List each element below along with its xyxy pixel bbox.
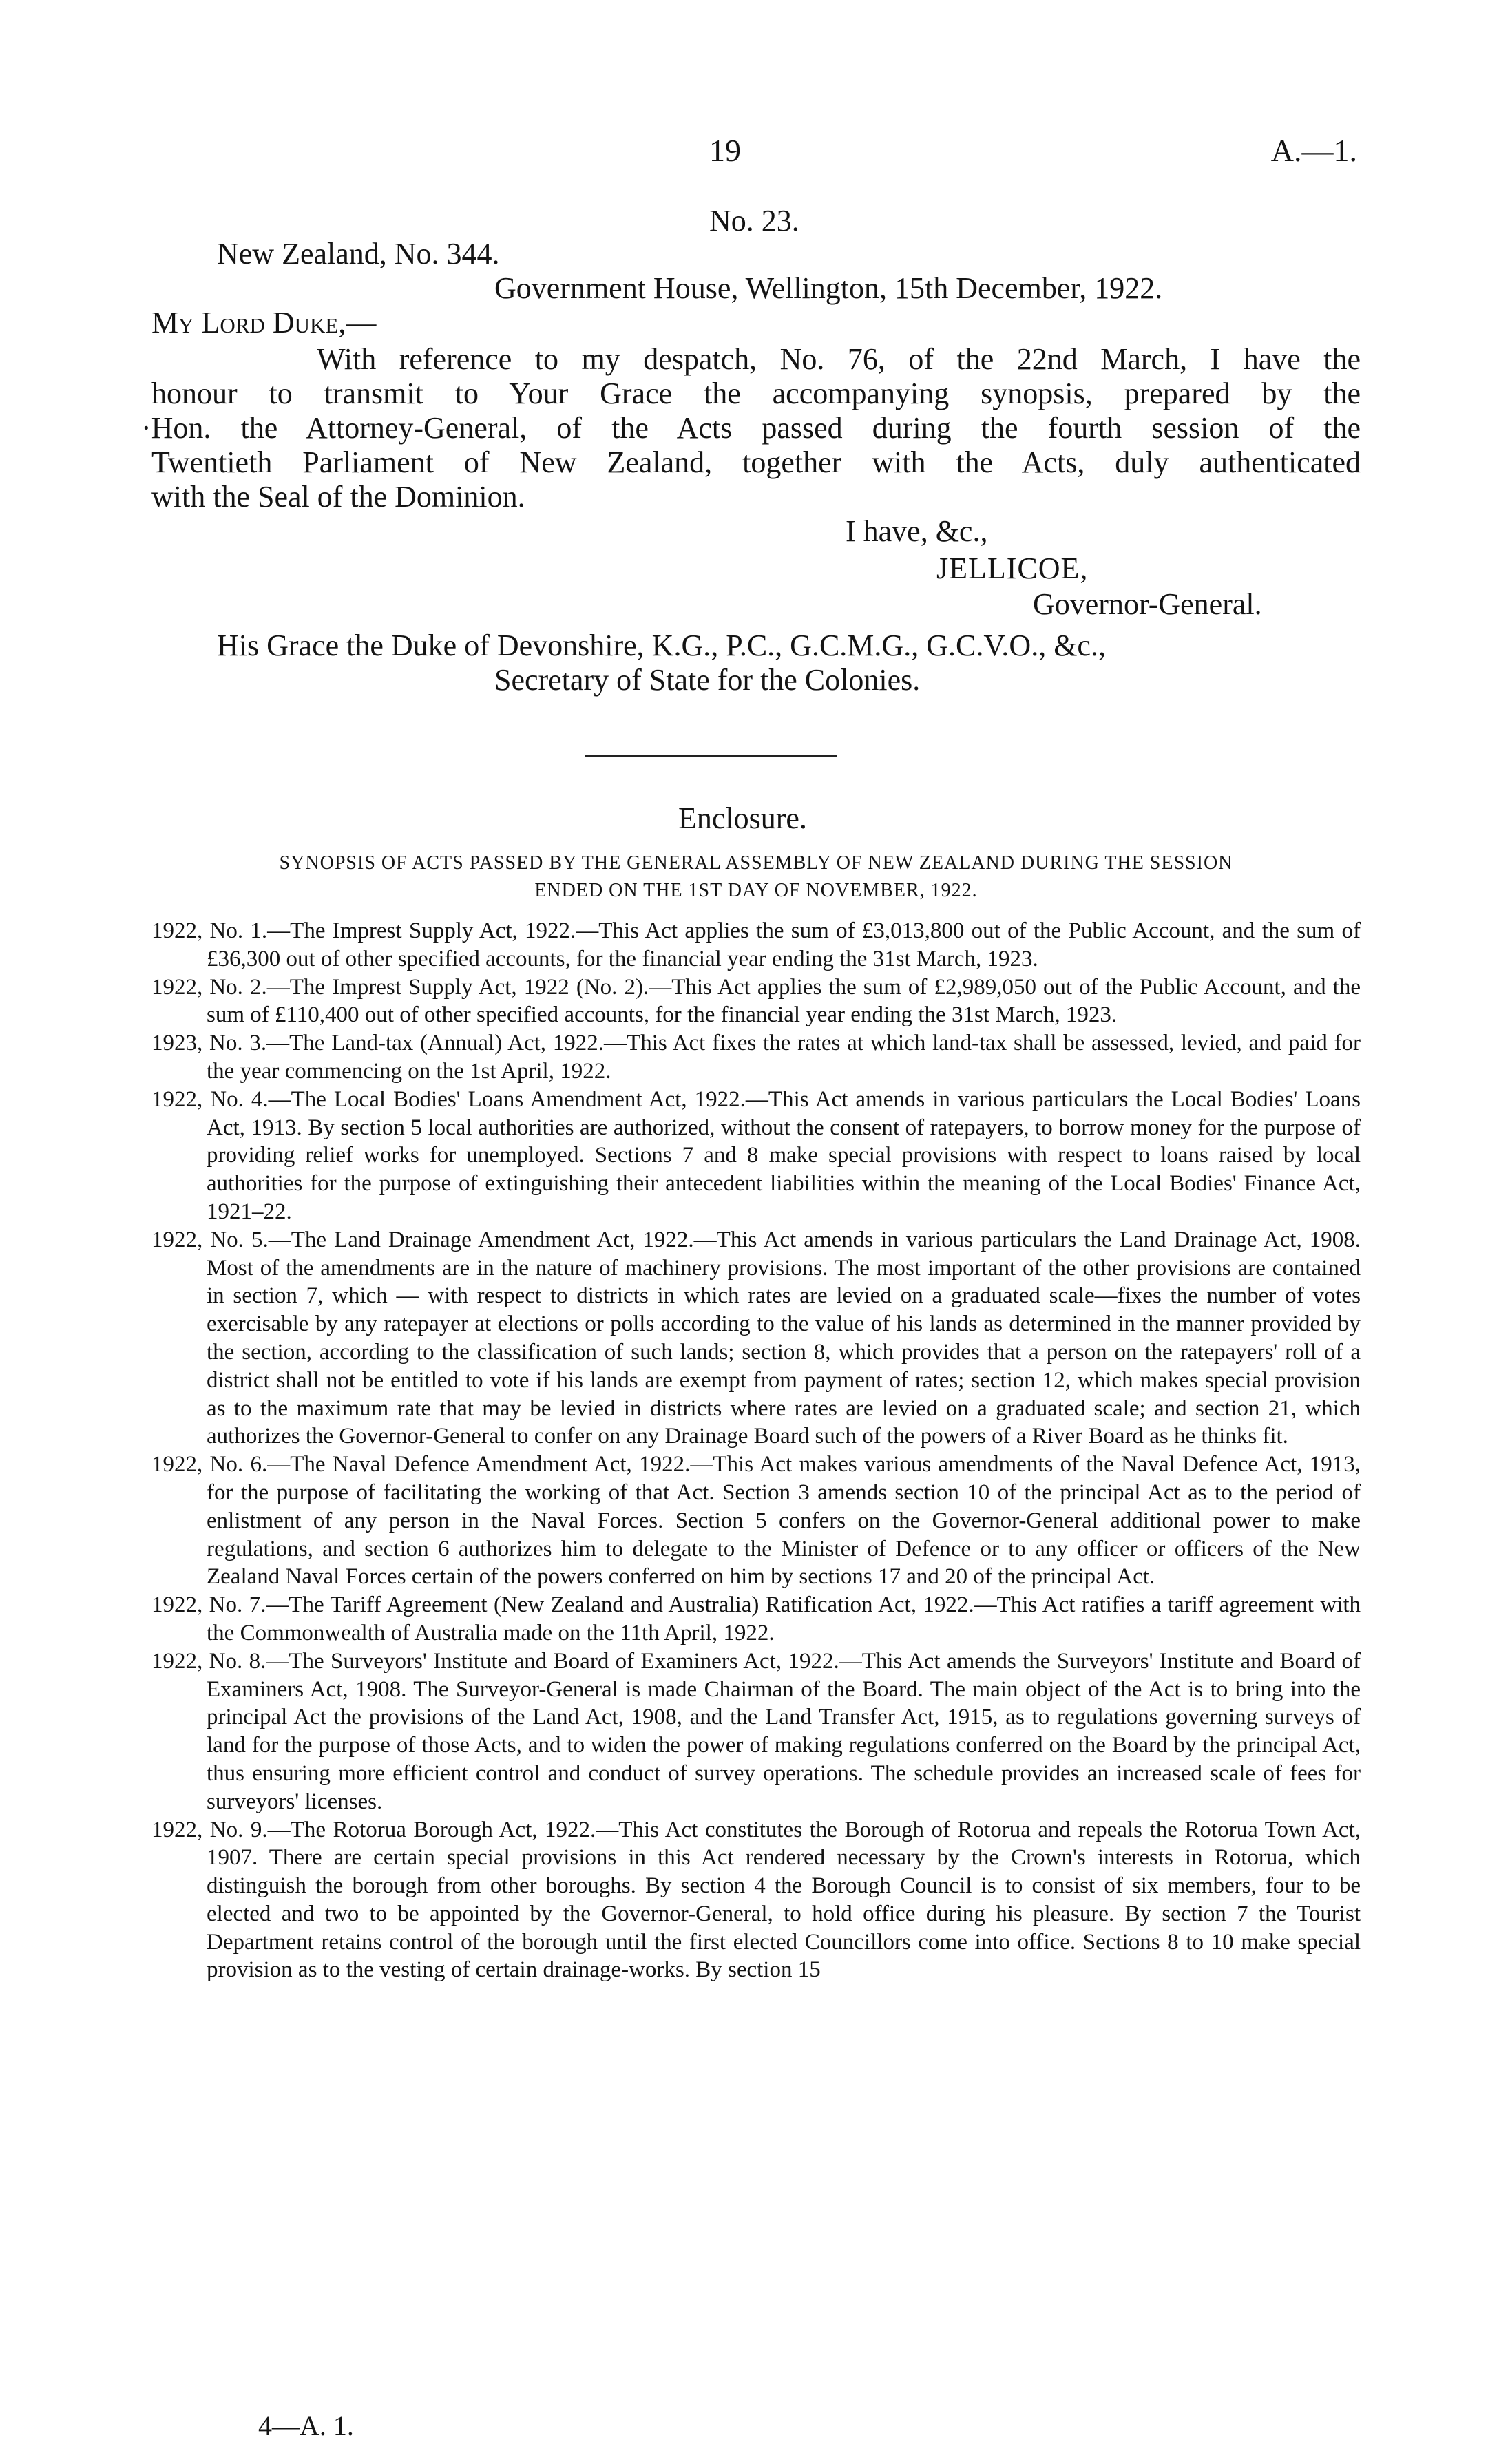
signature-title: Governor-General. [1033, 587, 1262, 621]
dispatch-reference: New Zealand, No. 344. [217, 237, 500, 271]
act-entry: 1922, No. 8.—The Surveyors' Institute and Board of Examiners Act, 1922.—This Act amends the Surveyors' Institute and Board of Examiners Act, 1908. The Surveyor-General is made Chairman of the Board. The main object of the Act is to bring into the principal Act the provisions of the Land Act, 1908, and the Land Transfer Act, 1915, as to regulations governing surveys of land for the purpose of those Acts, and to widen the power of making regulations conferred on the Board by the principal Act, thus ensuring more efficient control and conduct of survey operations. The schedule provides an increased scale of fees for surveyors' licenses. [151, 1648, 1361, 1814]
addressee: His Grace the Duke of Devonshire, K.G., P.C., G.C.M.G., G.C.V.O., &c., [217, 629, 1106, 662]
despatch-number: No. 23. [709, 204, 799, 238]
signature: JELLICOE, [936, 551, 1089, 585]
act-entry: 1922, No. 7.—The Tariff Agreement (New Zealand and Australia) Ratification Act, 1922.—This Act ratifies a tariff agreement with the Commonwealth of Australia made on the 11th April, 1922. [151, 1592, 1361, 1645]
addressee-title: Secretary of State for the Colonies. [494, 663, 921, 697]
act-entry: 1922, No. 4.—The Local Bodies' Loans Amendment Act, 1922.—This Act amends in various particulars the Local Bodies' Loans Act, 1913. By section 5 local authorities are authorized, without the consent of ratepayers, to borrow money for the purpose of providing relief works for unemployed. Sections 7 and 8 make special provisions with respect to loans raised by local authorities for the purpose of extinguishing their antecedent liabilities within the meaning of the Local Bodies' Finance Act, 1921–22. [151, 1086, 1361, 1224]
place-and-date: Government House, Wellington, 15th December, 1922. [494, 271, 1163, 305]
acts-list [151, 917, 1361, 1984]
act-entry: 1922, No. 5.—The Land Drainage Amendment Act, 1922.—This Act amends in various particulars the Land Drainage Act, 1908. Most of the amendments are in the nature of machinery provisions. The most important of the other provisions are contained in section 7, which — with respect to districts in which rates are levied on a graduated scale—fixes the number of votes exercisable by any ratepayer at elections or polls according to the value of his lands as determined in the manner provided by the section, according to the classification of such lands; section 8, which provides that a person on the ratepayers' roll of a district shall not be entitled to vote if his lands are exempt from payment of rates; section 12, which makes special provision as to the maximum rate that may be levied in districts where rates are levied on a graduated scale; and section 21, which authorizes the Governor-General to confer on any Drainage Board such of the powers of a River Board as he thinks fit. [151, 1227, 1361, 1449]
act-entry: 1922, No. 2.—The Imprest Supply Act, 1922 (No. 2).—This Act applies the sum of £2,989,050 out of the Public Account, and the sum of £110,400 out of other specified accounts, for the financial year ending the 31st March, 1923. [151, 974, 1361, 1028]
enclosure-heading: Enclosure. [678, 801, 807, 835]
act-entry: 1922, No. 6.—The Naval Defence Amendment Act, 1922.—This Act makes various amendments of the Naval Defence Act, 1913, for the purpose of facilitating the working of that Act. Section 3 amends section 10 of the principal Act as to the period of enlistment of any person in the Naval Forces. Section 5 confers on the Governor-General additional power to make regulations, and section 6 authorizes him to delegate to the Minister of Defence or to any officer or officers of the New Zealand Naval Forces certain of the powers conferred on him by sections 17 and 20 of the principal Act. [151, 1452, 1361, 1590]
body-last-line: with the Seal of the Dominion. [151, 480, 525, 514]
act-entry: 1922, No. 1.—The Imprest Supply Act, 1922.—This Act applies the sum of £3,013,800 out of the Public Account, and the sum of £36,300 out of other specified accounts, for the financial year ending the 31st March, 1923. [151, 918, 1361, 971]
salutation: My Lord Duke,— [151, 306, 377, 339]
body-line: honour to transmit to Your Grace the accompanying synopsis, prepared by the [151, 377, 1361, 410]
printer-signature-mark: 4—A. 1. [258, 2410, 354, 2441]
body-line: With reference to my despatch, No. 76, of the 22nd March, I have the [317, 342, 1361, 376]
body-line: Twentieth Parliament of New Zealand, together with the Acts, duly authenticated [151, 445, 1361, 479]
synopsis-title-continued: ENDED ON THE 1ST DAY OF NOVEMBER, 1922. [534, 880, 978, 901]
page-number: 19 [709, 133, 741, 168]
synopsis-title: SYNOPSIS OF ACTS PASSED BY THE GENERAL ASSEMBLY OF NEW ZEALAND DURING THE SESSION [279, 852, 1233, 874]
closing: I have, &c., [846, 514, 988, 548]
act-entry: 1922, No. 9.—The Rotorua Borough Act, 1922.—This Act constitutes the Borough of Rotorua and repeals the Rotorua Town Act, 1907. There are certain special provisions in this Act rendered necessary by the Crown's interests in Rotorua, which distinguish the borough from other boroughs. By section 4 the Borough Council is to consist of six members, four to be elected and two to be appointed by the Governor-General, to hold office during his pleasure. By section 7 the Tourist Department retains control of the borough until the first elected Councillors come into office. Sections 8 to 10 make special provision as to the vesting of certain drainage-works. By section 15 [151, 1817, 1361, 1983]
section-divider [585, 755, 837, 757]
body-line: ·Hon. the Attorney-General, of the Acts passed during the fourth session of the [141, 411, 1361, 445]
act-entry: 1923, No. 3.—The Land-tax (Annual) Act, 1922.—This Act fixes the rates at which land-tax shall be assessed, levied, and paid for the year commencing on the 1st April, 1922. [151, 1031, 1361, 1084]
page-reference: A.—1. [1270, 133, 1357, 168]
